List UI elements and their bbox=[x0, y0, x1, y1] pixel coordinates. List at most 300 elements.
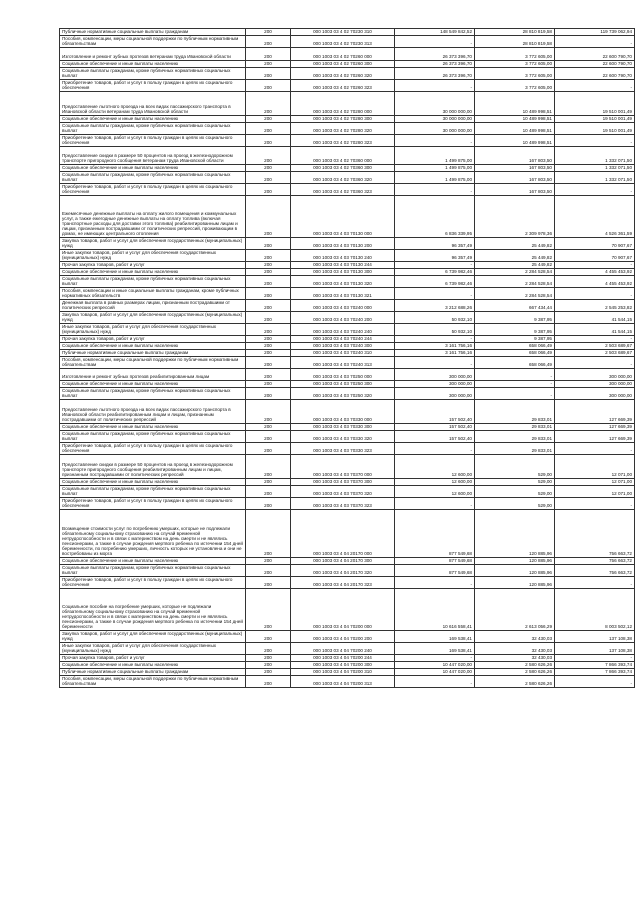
row-name-cell: Предоставление скидки в размере 50 процентов на проезд в железнодорожном транспорте пригородного сообщения ветеранам труда Ивановской области bbox=[60, 147, 246, 165]
row-unexecuted-cell: 756 663,72 bbox=[555, 558, 635, 565]
row-approved-cell: 169 538,41 bbox=[395, 631, 475, 643]
row-name-cell: Иные закупки товаров, работ и услуг для обеспечения государственных (муниципальных) нужд bbox=[60, 324, 246, 336]
table-row bbox=[60, 431, 635, 443]
row-unexecuted-cell: 19 510 001,49 bbox=[555, 123, 635, 135]
row-kbk-cell: 000 1003 03 4 04 20170 320 bbox=[291, 565, 395, 577]
row-unexecuted-cell: 12 071,00 bbox=[555, 455, 635, 479]
row-code-cell: 200 bbox=[246, 369, 291, 381]
row-unexecuted-cell: 41 544,15 bbox=[555, 312, 635, 324]
row-approved-cell: 12 600,00 bbox=[395, 455, 475, 479]
table-row bbox=[60, 324, 635, 336]
row-kbk-cell: 000 1003 03 4 03 70130 200 bbox=[291, 238, 395, 250]
row-kbk-cell: 000 1003 03 4 02 70260 300 bbox=[291, 61, 395, 68]
row-name-cell: Прочая закупка товаров, работ и услуг bbox=[60, 336, 246, 343]
row-name-cell: Предоставление скидки в размере 50 процентов на проезд в железнодорожном транспорте пригородного сообщения реабилитированным лицам и лицам, признанным пострадавшими от политических репрессий bbox=[60, 455, 246, 479]
row-unexecuted-cell: 70 907,67 bbox=[555, 238, 635, 250]
row-approved-cell: 300 000,00 bbox=[395, 388, 475, 400]
row-kbk-cell: 000 1003 03 4 03 70130 300 bbox=[291, 269, 395, 276]
row-executed-cell: 120 885,96 bbox=[475, 558, 555, 565]
row-kbk-cell: 000 1003 03 4 03 70130 000 bbox=[291, 196, 395, 238]
row-approved-cell: 50 932,10 bbox=[395, 312, 475, 324]
row-approved-cell: - bbox=[395, 184, 475, 196]
row-kbk-cell: 000 1003 03 4 02 70280 320 bbox=[291, 123, 395, 135]
row-code-cell: 200 bbox=[246, 276, 291, 288]
row-unexecuted-cell: 7 866 393,74 bbox=[555, 662, 635, 669]
row-executed-cell: 658 066,49 bbox=[475, 350, 555, 357]
row-name-cell: Социальные выплаты гражданам, кроме публичных нормативных социальных выплат bbox=[60, 276, 246, 288]
row-name-cell: Социальные выплаты гражданам, кроме публичных нормативных социальных выплат bbox=[60, 388, 246, 400]
row-executed-cell: 2 284 528,54 bbox=[475, 269, 555, 276]
row-name-cell: Публичные нормативные социальные выплаты гражданам bbox=[60, 669, 246, 676]
row-unexecuted-cell: 119 739 062,94 bbox=[555, 29, 635, 36]
row-approved-cell: 10 616 558,41 bbox=[395, 589, 475, 631]
row-name-cell: Социальное обеспечение и иные выплаты населению bbox=[60, 558, 246, 565]
row-name-cell: Пособия, компенсации, меры социальной поддержки по публичным нормативным обязательствам bbox=[60, 36, 246, 48]
row-code-cell: 200 bbox=[246, 61, 291, 68]
row-code-cell: 200 bbox=[246, 116, 291, 123]
row-name-cell: Публичные нормативные социальные выплаты гражданам bbox=[60, 350, 246, 357]
row-unexecuted-cell: 2 545 253,82 bbox=[555, 300, 635, 312]
table-row bbox=[60, 443, 635, 455]
row-executed-cell: 28 810 819,58 bbox=[475, 36, 555, 48]
row-executed-cell: - bbox=[475, 369, 555, 381]
row-code-cell: 200 bbox=[246, 288, 291, 300]
table-row bbox=[60, 424, 635, 431]
table-row bbox=[60, 662, 635, 669]
table-row bbox=[60, 172, 635, 184]
row-unexecuted-cell: 70 907,67 bbox=[555, 250, 635, 262]
row-code-cell: 200 bbox=[246, 350, 291, 357]
row-code-cell: 200 bbox=[246, 165, 291, 172]
row-kbk-cell: 000 1003 03 4 03 70250 320 bbox=[291, 388, 395, 400]
row-approved-cell: 148 549 842,52 bbox=[395, 29, 475, 36]
row-kbk-cell: 000 1003 03 4 03 70250 300 bbox=[291, 381, 395, 388]
budget-execution-table bbox=[59, 28, 635, 688]
row-unexecuted-cell: 127 669,39 bbox=[555, 400, 635, 424]
row-code-cell: 200 bbox=[246, 300, 291, 312]
row-kbk-cell: 000 1003 03 4 03 70330 300 bbox=[291, 424, 395, 431]
row-name-cell: Изготовление и ремонт зубных протезов ветеранам труда Ивановской области bbox=[60, 48, 246, 61]
row-kbk-cell: 000 1003 03 4 03 70130 321 bbox=[291, 288, 395, 300]
row-code-cell: 200 bbox=[246, 238, 291, 250]
row-unexecuted-cell: - bbox=[555, 36, 635, 48]
row-unexecuted-cell: 300 000,00 bbox=[555, 381, 635, 388]
row-name-cell: Публичные нормативные социальные выплаты гражданам bbox=[60, 29, 246, 36]
row-code-cell: 200 bbox=[246, 565, 291, 577]
table-row bbox=[60, 80, 635, 92]
row-code-cell: 200 bbox=[246, 431, 291, 443]
row-name-cell: Закупка товаров, работ и услуг для обеспечения государственных (муниципальных) нужд bbox=[60, 312, 246, 324]
row-executed-cell: 2 613 056,29 bbox=[475, 589, 555, 631]
table-row bbox=[60, 381, 635, 388]
row-kbk-cell: 000 1003 03 4 04 70200 000 bbox=[291, 589, 395, 631]
row-name-cell: Предоставление льготного проезда на всех видах пассажирского транспорта в Ивановской области реабилитированным лицам и лицам, признанным пострадавшими от политических репрессий bbox=[60, 400, 246, 424]
row-unexecuted-cell: - bbox=[555, 443, 635, 455]
row-kbk-cell: 000 1003 03 4 02 70230 310 bbox=[291, 29, 395, 36]
row-code-cell: 200 bbox=[246, 631, 291, 643]
row-name-cell: Социальное обеспечение и иные выплаты населению bbox=[60, 343, 246, 350]
row-approved-cell: 12 600,00 bbox=[395, 479, 475, 486]
table-row bbox=[60, 369, 635, 381]
row-approved-cell: 50 932,10 bbox=[395, 324, 475, 336]
table-row bbox=[60, 510, 635, 558]
row-unexecuted-cell: 300 000,00 bbox=[555, 388, 635, 400]
table-row bbox=[60, 643, 635, 655]
row-approved-cell: 12 600,00 bbox=[395, 486, 475, 498]
row-unexecuted-cell: 137 108,38 bbox=[555, 643, 635, 655]
row-approved-cell: 10 447 020,00 bbox=[395, 662, 475, 669]
row-code-cell: 200 bbox=[246, 250, 291, 262]
row-name-cell: Социальное обеспечение и иные выплаты населению bbox=[60, 381, 246, 388]
row-approved-cell: 6 836 339,95 bbox=[395, 196, 475, 238]
row-code-cell: 200 bbox=[246, 29, 291, 36]
row-approved-cell: 300 000,00 bbox=[395, 381, 475, 388]
row-code-cell: 200 bbox=[246, 312, 291, 324]
row-name-cell: Приобретение товаров, работ и услуг в пользу граждан в целях их социального обеспечения bbox=[60, 443, 246, 455]
row-code-cell: 200 bbox=[246, 510, 291, 558]
row-executed-cell: 29 833,01 bbox=[475, 424, 555, 431]
row-code-cell: 200 bbox=[246, 80, 291, 92]
table-row bbox=[60, 196, 635, 238]
row-unexecuted-cell: - bbox=[555, 80, 635, 92]
row-name-cell: Иные закупки товаров, работ и услуг для обеспечения государственных (муниципальных) нужд bbox=[60, 250, 246, 262]
row-kbk-cell: 000 1003 03 4 03 70370 000 bbox=[291, 455, 395, 479]
row-kbk-cell: 000 1003 03 4 03 70240 313 bbox=[291, 357, 395, 369]
row-kbk-cell: 000 1003 03 4 02 70280 300 bbox=[291, 116, 395, 123]
table-row bbox=[60, 276, 635, 288]
row-unexecuted-cell: - bbox=[555, 262, 635, 269]
row-executed-cell: 32 430,03 bbox=[475, 643, 555, 655]
row-kbk-cell: 000 1003 03 4 02 70360 323 bbox=[291, 184, 395, 196]
row-executed-cell: 529,00 bbox=[475, 498, 555, 510]
row-name-cell: Социальные выплаты гражданам, кроме публичных нормативных социальных выплат bbox=[60, 486, 246, 498]
row-approved-cell: - bbox=[395, 288, 475, 300]
table-row bbox=[60, 455, 635, 479]
row-kbk-cell: 000 1003 03 4 03 70370 300 bbox=[291, 479, 395, 486]
row-unexecuted-cell: - bbox=[555, 655, 635, 662]
row-name-cell: Приобретение товаров, работ и услуг в пользу граждан в целях их социального обеспечения bbox=[60, 184, 246, 196]
table-row bbox=[60, 250, 635, 262]
row-name-cell: Социальные выплаты гражданам, кроме публичных нормативных социальных выплат bbox=[60, 68, 246, 80]
row-unexecuted-cell: 22 600 790,70 bbox=[555, 48, 635, 61]
row-approved-cell: 10 447 020,00 bbox=[395, 669, 475, 676]
row-unexecuted-cell: 4 526 361,59 bbox=[555, 196, 635, 238]
row-name-cell: Социальные выплаты гражданам, кроме публичных нормативных социальных выплат bbox=[60, 172, 246, 184]
row-approved-cell: 1 499 875,00 bbox=[395, 147, 475, 165]
row-kbk-cell: 000 1003 03 4 02 70360 300 bbox=[291, 165, 395, 172]
row-executed-cell: 10 489 998,51 bbox=[475, 123, 555, 135]
row-unexecuted-cell: 127 669,39 bbox=[555, 424, 635, 431]
row-unexecuted-cell: 4 455 453,92 bbox=[555, 276, 635, 288]
row-name-cell: Ежемесячные денежные выплаты на оплату жилого помещения и коммунальных услуг, а также ежегодные денежные выплаты на оплату топлива (включая транспортные расходы для доставки этого топлива) реабилитированным лицам и лицам, признанным пострадавшими от политических репрессий, проживающим в домах, не имеющих центрального отопления bbox=[60, 196, 246, 238]
row-code-cell: 200 bbox=[246, 269, 291, 276]
row-code-cell: 200 bbox=[246, 577, 291, 589]
row-kbk-cell: 000 1003 03 4 03 70130 240 bbox=[291, 250, 395, 262]
row-unexecuted-cell: 2 503 689,67 bbox=[555, 350, 635, 357]
row-name-cell: Пособия, компенсации, меры социальной поддержки по публичным нормативным обязательствам bbox=[60, 357, 246, 369]
row-unexecuted-cell: 137 108,38 bbox=[555, 631, 635, 643]
row-unexecuted-cell: 4 455 453,92 bbox=[555, 269, 635, 276]
row-approved-cell: - bbox=[395, 36, 475, 48]
row-name-cell: Возмещение стоимости услуг по погребению умерших, которые не подлежали обязательному социальному страхованию на случай временной нетрудоспособности и в связи с материнством на день смерти и не являлись пенсионерами, а также в случае рождения мертвого ребенка по истечении 154 дней беременности, по погребению умерших, личность которых не установлена и они не востребованы из морга bbox=[60, 510, 246, 558]
table-row bbox=[60, 29, 635, 36]
row-kbk-cell: 000 1003 03 4 02 70280 323 bbox=[291, 135, 395, 147]
row-kbk-cell: 000 1003 03 4 04 20170 000 bbox=[291, 510, 395, 558]
row-executed-cell: 29 833,01 bbox=[475, 400, 555, 424]
row-name-cell: Социальные выплаты гражданам, кроме публичных нормативных социальных выплат bbox=[60, 565, 246, 577]
row-unexecuted-cell: 127 669,39 bbox=[555, 431, 635, 443]
row-unexecuted-cell: 19 510 001,49 bbox=[555, 116, 635, 123]
row-executed-cell: 2 580 626,26 bbox=[475, 676, 555, 688]
row-kbk-cell: 000 1003 03 4 03 70370 323 bbox=[291, 498, 395, 510]
row-approved-cell: 1 499 875,00 bbox=[395, 172, 475, 184]
row-approved-cell: 877 549,68 bbox=[395, 510, 475, 558]
row-executed-cell: 2 580 626,26 bbox=[475, 669, 555, 676]
row-name-cell: Иные закупки товаров, работ и услуг для обеспечения государственных (муниципальных) нужд bbox=[60, 643, 246, 655]
row-approved-cell: 96 357,49 bbox=[395, 238, 475, 250]
row-unexecuted-cell: 300 000,00 bbox=[555, 369, 635, 381]
row-approved-cell: 1 499 875,00 bbox=[395, 165, 475, 172]
table-row bbox=[60, 300, 635, 312]
row-kbk-cell: 000 1003 03 4 03 70240 310 bbox=[291, 350, 395, 357]
row-code-cell: 200 bbox=[246, 479, 291, 486]
row-unexecuted-cell: - bbox=[555, 498, 635, 510]
row-approved-cell: 6 739 982,46 bbox=[395, 276, 475, 288]
row-executed-cell: 9 387,95 bbox=[475, 312, 555, 324]
row-code-cell: 200 bbox=[246, 381, 291, 388]
row-kbk-cell: 000 1003 03 4 04 70200 240 bbox=[291, 643, 395, 655]
row-code-cell: 200 bbox=[246, 262, 291, 269]
row-code-cell: 200 bbox=[246, 558, 291, 565]
row-approved-cell: - bbox=[395, 498, 475, 510]
row-code-cell: 200 bbox=[246, 486, 291, 498]
row-executed-cell: 25 449,82 bbox=[475, 238, 555, 250]
row-approved-cell: 169 538,41 bbox=[395, 643, 475, 655]
row-executed-cell: 529,00 bbox=[475, 455, 555, 479]
table-row bbox=[60, 312, 635, 324]
table-row bbox=[60, 184, 635, 196]
row-approved-cell: - bbox=[395, 443, 475, 455]
row-unexecuted-cell: 756 663,72 bbox=[555, 565, 635, 577]
row-kbk-cell: 000 1003 03 4 02 70260 323 bbox=[291, 80, 395, 92]
row-name-cell: Социальное обеспечение и иные выплаты населению bbox=[60, 165, 246, 172]
row-name-cell: Предоставление льготного проезда на всех видах пассажирского транспорта в Ивановской области ветеранам труда Ивановской области bbox=[60, 92, 246, 116]
row-executed-cell: 3 772 605,00 bbox=[475, 80, 555, 92]
row-approved-cell: 30 000 000,00 bbox=[395, 92, 475, 116]
row-name-cell: Приобретение товаров, работ и услуг в пользу граждан в целях их социального обеспечения bbox=[60, 498, 246, 510]
row-name-cell: Приобретение товаров, работ и услуг в пользу граждан в целях их социального обеспечения bbox=[60, 135, 246, 147]
row-approved-cell: - bbox=[395, 676, 475, 688]
table-row bbox=[60, 147, 635, 165]
row-approved-cell: 157 502,40 bbox=[395, 400, 475, 424]
row-name-cell: Социальное обеспечение и иные выплаты населению bbox=[60, 662, 246, 669]
row-unexecuted-cell: - bbox=[555, 577, 635, 589]
row-approved-cell: - bbox=[395, 577, 475, 589]
table-row bbox=[60, 498, 635, 510]
row-code-cell: 200 bbox=[246, 147, 291, 165]
row-unexecuted-cell: - bbox=[555, 336, 635, 343]
row-executed-cell: 2 284 528,54 bbox=[475, 288, 555, 300]
row-approved-cell: 877 549,68 bbox=[395, 558, 475, 565]
row-code-cell: 200 bbox=[246, 589, 291, 631]
row-executed-cell: 9 387,95 bbox=[475, 324, 555, 336]
row-approved-cell: 30 000 000,00 bbox=[395, 123, 475, 135]
row-executed-cell: 9 387,95 bbox=[475, 336, 555, 343]
row-code-cell: 200 bbox=[246, 172, 291, 184]
row-name-cell: Приобретение товаров, работ и услуг в пользу граждан в целях их социального обеспечения bbox=[60, 80, 246, 92]
row-kbk-cell: 000 1003 03 4 03 70240 300 bbox=[291, 343, 395, 350]
table-row bbox=[60, 36, 635, 48]
row-code-cell: 200 bbox=[246, 498, 291, 510]
table-row bbox=[60, 631, 635, 643]
row-code-cell: 200 bbox=[246, 48, 291, 61]
row-kbk-cell: 000 1003 03 4 03 70330 323 bbox=[291, 443, 395, 455]
table-row bbox=[60, 589, 635, 631]
table-row bbox=[60, 135, 635, 147]
row-name-cell: Прочая закупка товаров, работ и услуг bbox=[60, 655, 246, 662]
row-name-cell: Закупка товаров, работ и услуг для обеспечения государственных (муниципальных) нужд bbox=[60, 631, 246, 643]
row-executed-cell: 25 449,82 bbox=[475, 250, 555, 262]
table-row bbox=[60, 61, 635, 68]
row-executed-cell: 25 449,82 bbox=[475, 262, 555, 269]
row-executed-cell: 167 803,50 bbox=[475, 184, 555, 196]
row-name-cell: Социальное обеспечение и иные выплаты населению bbox=[60, 479, 246, 486]
row-code-cell: 200 bbox=[246, 343, 291, 350]
row-unexecuted-cell: - bbox=[555, 135, 635, 147]
row-kbk-cell: 000 1003 03 4 04 70200 313 bbox=[291, 676, 395, 688]
row-kbk-cell: 000 1003 03 4 02 70360 000 bbox=[291, 147, 395, 165]
table-row bbox=[60, 48, 635, 61]
row-executed-cell: 658 066,49 bbox=[475, 343, 555, 350]
row-executed-cell: 120 885,96 bbox=[475, 577, 555, 589]
row-unexecuted-cell: 22 600 790,70 bbox=[555, 61, 635, 68]
row-code-cell: 200 bbox=[246, 643, 291, 655]
row-code-cell: 200 bbox=[246, 123, 291, 135]
row-executed-cell: 167 803,50 bbox=[475, 172, 555, 184]
row-executed-cell: 28 810 819,58 bbox=[475, 29, 555, 36]
row-code-cell: 200 bbox=[246, 400, 291, 424]
row-executed-cell: 32 430,03 bbox=[475, 655, 555, 662]
row-executed-cell: 3 772 605,00 bbox=[475, 48, 555, 61]
row-name-cell: Социальное пособие на погребение умерших, которые не подлежали обязательному социальному страхованию на случай временной нетрудоспособности и в связи с материнством на день смерти и не являлись пенсионерами, а также в случае рождения мертвого ребенка по истечении 154 дней беременности bbox=[60, 589, 246, 631]
row-name-cell: Пособия, компенсации и иные социальные выплаты гражданам, кроме публичных нормативных обязательств bbox=[60, 288, 246, 300]
row-unexecuted-cell: 1 332 071,50 bbox=[555, 147, 635, 165]
table-row bbox=[60, 238, 635, 250]
row-approved-cell: - bbox=[395, 80, 475, 92]
row-approved-cell: 157 502,40 bbox=[395, 424, 475, 431]
table-row bbox=[60, 262, 635, 269]
row-kbk-cell: 000 1003 03 4 02 70280 000 bbox=[291, 92, 395, 116]
row-executed-cell: 658 066,49 bbox=[475, 357, 555, 369]
row-unexecuted-cell: 12 071,00 bbox=[555, 486, 635, 498]
row-code-cell: 200 bbox=[246, 455, 291, 479]
row-unexecuted-cell: 12 071,00 bbox=[555, 479, 635, 486]
row-executed-cell: 32 430,03 bbox=[475, 631, 555, 643]
table-row bbox=[60, 357, 635, 369]
row-executed-cell: 667 434,44 bbox=[475, 300, 555, 312]
table-row bbox=[60, 123, 635, 135]
row-approved-cell: 3 212 688,26 bbox=[395, 300, 475, 312]
row-name-cell: Денежная выплата в равных размерах лицам, признанным пострадавшими от политических репрессий bbox=[60, 300, 246, 312]
row-kbk-cell: 000 1003 03 4 03 70240 000 bbox=[291, 300, 395, 312]
row-executed-cell: 529,00 bbox=[475, 479, 555, 486]
row-unexecuted-cell: 19 510 001,49 bbox=[555, 92, 635, 116]
row-code-cell: 200 bbox=[246, 92, 291, 116]
row-name-cell: Социальное обеспечение и иные выплаты населению bbox=[60, 269, 246, 276]
table-row bbox=[60, 558, 635, 565]
row-executed-cell: 167 803,50 bbox=[475, 147, 555, 165]
table-row bbox=[60, 350, 635, 357]
row-kbk-cell: 000 1003 03 4 02 70260 000 bbox=[291, 48, 395, 61]
row-approved-cell: 3 161 756,16 bbox=[395, 343, 475, 350]
row-code-cell: 200 bbox=[246, 184, 291, 196]
row-unexecuted-cell: 7 866 393,74 bbox=[555, 669, 635, 676]
row-approved-cell: 300 000,00 bbox=[395, 369, 475, 381]
row-unexecuted-cell: 1 332 071,50 bbox=[555, 172, 635, 184]
row-code-cell: 200 bbox=[246, 424, 291, 431]
row-name-cell: Социальные выплаты гражданам, кроме публичных нормативных социальных выплат bbox=[60, 123, 246, 135]
table-row bbox=[60, 343, 635, 350]
row-executed-cell: 167 803,50 bbox=[475, 165, 555, 172]
row-unexecuted-cell: 41 544,15 bbox=[555, 324, 635, 336]
row-unexecuted-cell: - bbox=[555, 288, 635, 300]
row-code-cell: 200 bbox=[246, 36, 291, 48]
row-code-cell: 200 bbox=[246, 676, 291, 688]
row-name-cell: Закупка товаров, работ и услуг для обеспечения государственных (муниципальных) нужд bbox=[60, 238, 246, 250]
row-code-cell: 200 bbox=[246, 662, 291, 669]
row-name-cell: Социальное обеспечение и иные выплаты населению bbox=[60, 424, 246, 431]
row-name-cell: Социальное обеспечение и иные выплаты населению bbox=[60, 116, 246, 123]
row-executed-cell: 2 284 528,54 bbox=[475, 276, 555, 288]
row-unexecuted-cell: - bbox=[555, 357, 635, 369]
row-executed-cell: 120 885,96 bbox=[475, 510, 555, 558]
row-kbk-cell: 000 1003 03 4 03 70240 240 bbox=[291, 324, 395, 336]
row-approved-cell: 877 549,68 bbox=[395, 565, 475, 577]
row-unexecuted-cell: 756 663,72 bbox=[555, 510, 635, 558]
row-kbk-cell: 000 1003 03 4 02 70230 313 bbox=[291, 36, 395, 48]
row-code-cell: 200 bbox=[246, 388, 291, 400]
row-executed-cell: 10 489 998,51 bbox=[475, 135, 555, 147]
row-executed-cell: - bbox=[475, 388, 555, 400]
table-row bbox=[60, 68, 635, 80]
row-approved-cell: 30 000 000,00 bbox=[395, 116, 475, 123]
table-row bbox=[60, 655, 635, 662]
table-row bbox=[60, 676, 635, 688]
table-row bbox=[60, 288, 635, 300]
row-executed-cell: 120 885,96 bbox=[475, 565, 555, 577]
row-unexecuted-cell: - bbox=[555, 184, 635, 196]
row-name-cell: Приобретение товаров, работ и услуг в пользу граждан в целях их социального обеспечения bbox=[60, 577, 246, 589]
row-approved-cell: - bbox=[395, 336, 475, 343]
row-executed-cell: 2 580 626,26 bbox=[475, 662, 555, 669]
table-body bbox=[60, 29, 635, 688]
row-executed-cell: 529,00 bbox=[475, 486, 555, 498]
row-executed-cell: 29 833,01 bbox=[475, 431, 555, 443]
row-executed-cell: 29 833,01 bbox=[475, 443, 555, 455]
row-approved-cell: 26 373 396,70 bbox=[395, 48, 475, 61]
row-name-cell: Социальные выплаты гражданам, кроме публичных нормативных социальных выплат bbox=[60, 431, 246, 443]
row-approved-cell: 6 739 982,46 bbox=[395, 269, 475, 276]
row-code-cell: 200 bbox=[246, 324, 291, 336]
row-name-cell: Изготовление и ремонт зубных протезов реабилитированным лицам bbox=[60, 369, 246, 381]
row-name-cell: Пособия, компенсации, меры социальной поддержки по публичным нормативным обязательствам bbox=[60, 676, 246, 688]
row-kbk-cell: 000 1003 03 4 03 70330 000 bbox=[291, 400, 395, 424]
row-kbk-cell: 000 1003 03 4 02 70260 320 bbox=[291, 68, 395, 80]
row-executed-cell: 10 489 998,51 bbox=[475, 116, 555, 123]
row-unexecuted-cell: - bbox=[555, 676, 635, 688]
row-approved-cell: - bbox=[395, 655, 475, 662]
table-row bbox=[60, 479, 635, 486]
